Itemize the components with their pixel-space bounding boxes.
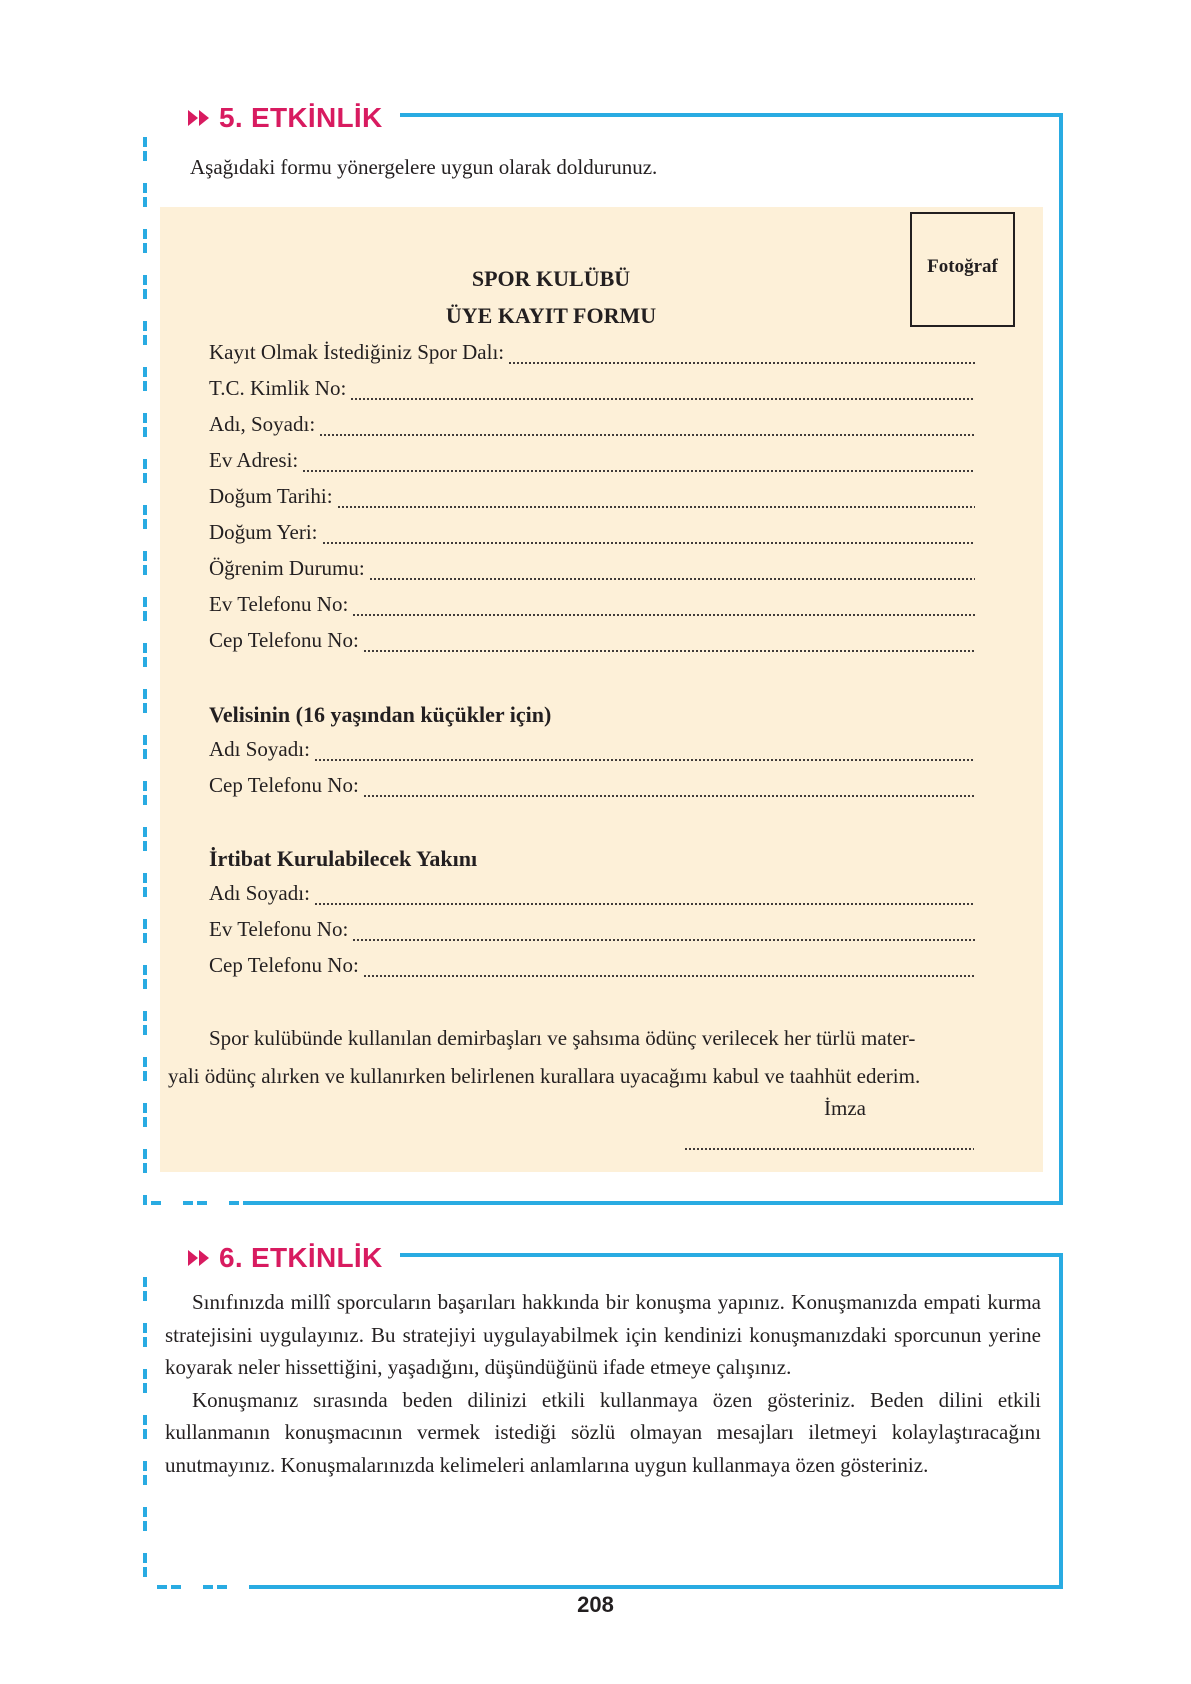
double-arrow-icon [187, 1249, 213, 1267]
field-label: Doğum Yeri: [209, 520, 318, 544]
pledge-text [168, 1019, 1036, 1095]
form-field-mobile-phone[interactable] [209, 628, 975, 658]
field-label: Ev Adresi: [209, 448, 299, 472]
field-label: Kayıt Olmak İstediğiniz Spor Dalı: [209, 340, 505, 364]
fill-line [352, 939, 975, 941]
field-label: T.C. Kimlik No: [209, 376, 347, 400]
contact-field-name[interactable] [209, 881, 975, 911]
fill-line [508, 362, 975, 364]
fill-line [363, 975, 975, 977]
contact-heading: İrtibat Kurulabilecek Yakını [209, 846, 478, 871]
pledge-line1: Spor kulübünde kullanılan demirbaşları ve şahsıma ödünç verilecek her türlü mater- [209, 1026, 916, 1050]
field-label: Ev Telefonu No: [209, 917, 349, 941]
signature-line[interactable] [684, 1148, 974, 1150]
fill-line [322, 542, 975, 544]
field-label: Ev Telefonu No: [209, 592, 349, 616]
activity5-title: 5. ETKİNLİK [219, 102, 383, 133]
form-field-name[interactable] [209, 412, 975, 442]
fill-line [337, 506, 975, 508]
activity6-body [165, 1286, 1041, 1481]
form-title-line1: SPOR KULÜBÜ [471, 266, 631, 291]
field-label: Doğum Tarihi: [209, 484, 333, 508]
guardian-field-mobile[interactable] [209, 773, 975, 803]
guardian-heading: Velisinin (16 yaşından küçükler için) [209, 702, 552, 727]
fill-line [319, 434, 975, 436]
form-field-tc-id[interactable] [209, 376, 975, 406]
field-label: Adı Soyadı: [209, 737, 310, 761]
field-label: Cep Telefonu No: [209, 953, 359, 977]
fill-line [363, 795, 975, 797]
photo-label: Fotoğraf [927, 256, 998, 277]
guardian-field-name[interactable] [209, 737, 975, 767]
form-field-address[interactable] [209, 448, 975, 478]
activity6-paragraph1: Sınıfınızda millî sporcuların başarıları hakkında bir konuşma yapınız. Konuşmanızda empati kurma stratejisini uygulayınız. Bu stratejiyi uygulayabilmek için kendinizi konuşmanızdaki sporcunun yerine koyarak neler hissettiğini, yaşadığını, düşündüğünü ifade etmeye çalışınız. [165, 1290, 1041, 1379]
contact-field-home-phone[interactable] [209, 917, 975, 947]
form-field-education[interactable] [209, 556, 975, 586]
fill-line [352, 614, 975, 616]
field-label: Cep Telefonu No: [209, 773, 359, 797]
field-label: Adı Soyadı: [209, 881, 310, 905]
form-field-birth-place[interactable] [209, 520, 975, 550]
activity6-heading [183, 1238, 391, 1278]
contact-field-mobile[interactable] [209, 953, 975, 983]
activity5-heading [183, 98, 391, 138]
activity5-instruction: Aşağıdaki formu yönergelere uygun olarak doldurunuz. [190, 155, 658, 179]
form-field-home-phone[interactable] [209, 592, 975, 622]
activity6-paragraph2: Konuşmanız sırasında beden dilinizi etkili kullanmaya özen gösteriniz. Beden dilini etkili kullanmanın konuşmacının vermek istediği sözlü olmayan mesajları iletmeyi kolaylaştıracağını unutmayınız. Konuşmalarınızda kelimeleri anlamlarına uygun kullanmaya özen gösteriniz. [165, 1387, 1041, 1477]
double-arrow-icon [187, 109, 213, 127]
fill-line [369, 578, 975, 580]
fill-line [350, 398, 975, 400]
field-label: Öğrenim Durumu: [209, 556, 365, 580]
fill-line [302, 470, 975, 472]
form-title-line2: ÜYE KAYIT FORMU [445, 303, 657, 328]
fill-line [314, 759, 975, 761]
activity6-title: 6. ETKİNLİK [219, 1242, 383, 1273]
field-label: Cep Telefonu No: [209, 628, 359, 652]
fill-line [314, 903, 975, 905]
signature-label: İmza [824, 1096, 866, 1120]
registration-form [160, 207, 1043, 1172]
fill-line [363, 650, 975, 652]
field-label: Adı, Soyadı: [209, 412, 316, 436]
page-number: 208 [577, 1592, 614, 1617]
pledge-line2: yali ödünç alırken ve kullanırken belirlenen kurallara uyacağımı kabul ve taahhüt ederim. [168, 1064, 921, 1088]
form-field-sport[interactable] [209, 340, 975, 370]
form-field-birth-date[interactable] [209, 484, 975, 514]
